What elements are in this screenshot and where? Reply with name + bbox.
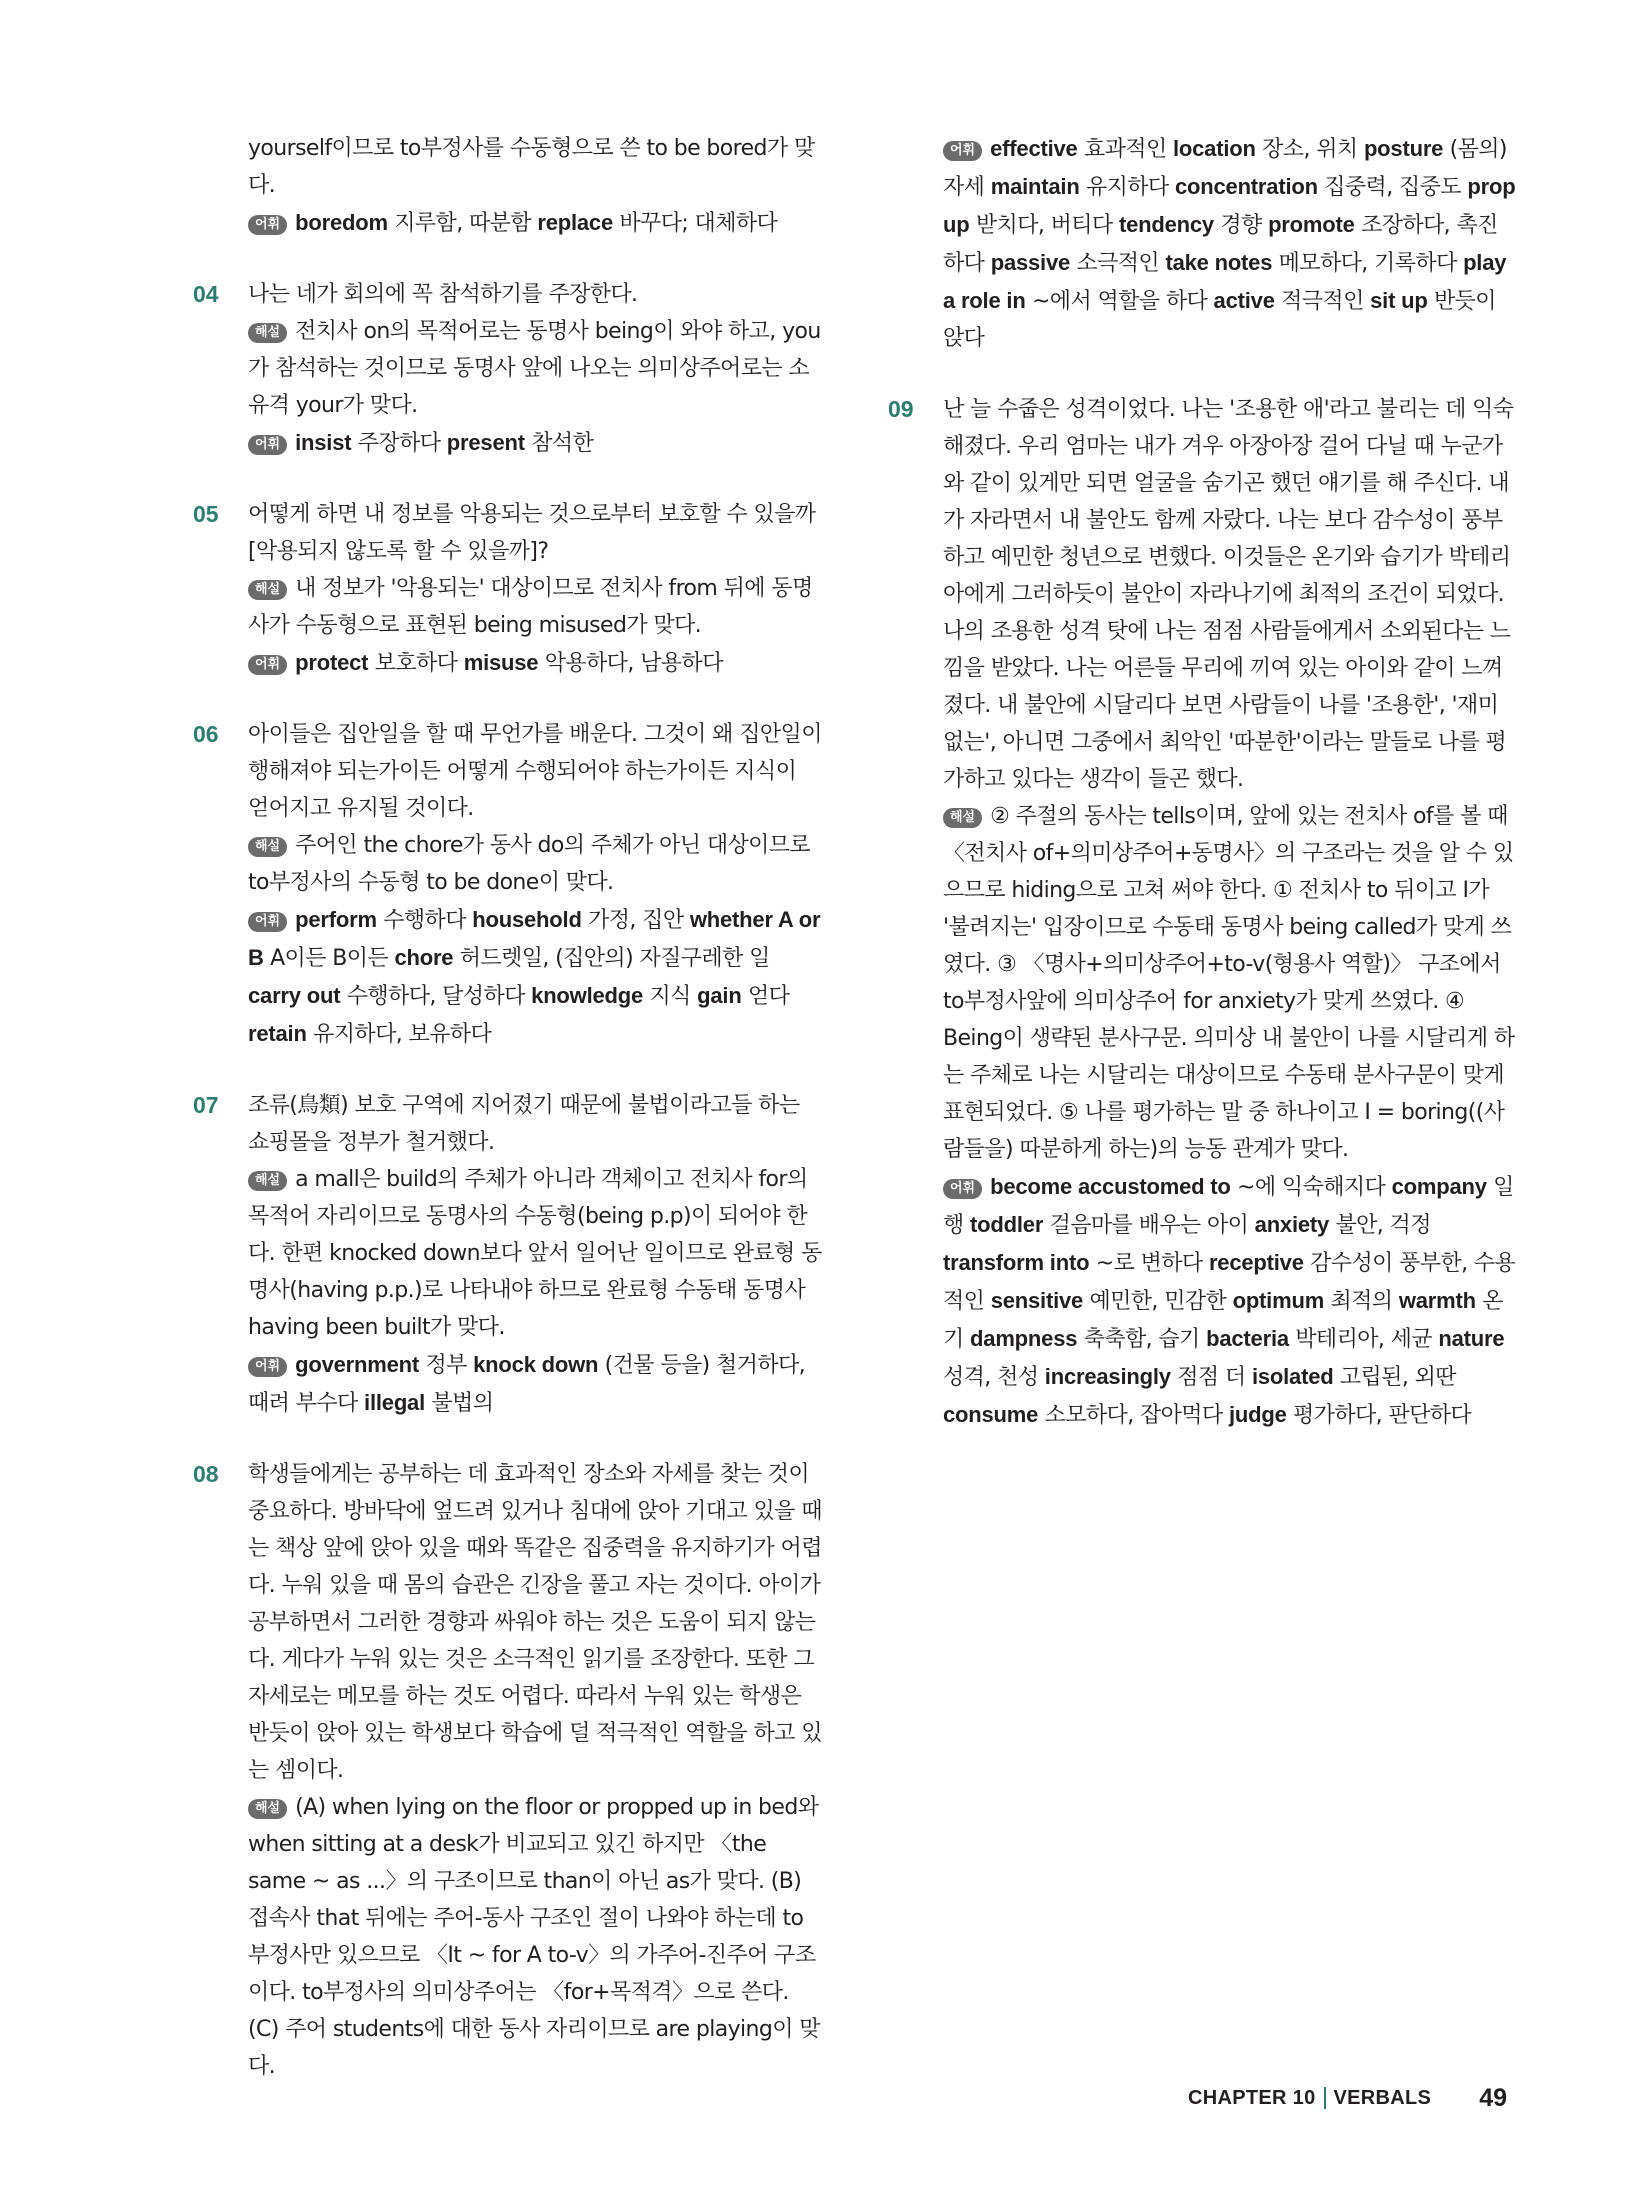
vocab-badge: 어휘 — [943, 141, 982, 161]
vocab-term: receptive — [1208, 1250, 1304, 1275]
entry-08 — [193, 1456, 823, 2085]
question-number: 07 — [193, 1092, 219, 1118]
question-number: 09 — [888, 396, 914, 422]
vocab-definition: 박테리아, 세균 — [1288, 1327, 1439, 1352]
vocab-badge: 어휘 — [943, 1179, 982, 1199]
vocab-line — [248, 204, 823, 242]
vocab-line — [248, 424, 823, 462]
vocab-definition: 얻다 — [741, 984, 790, 1009]
vocab-definition: 최적의 — [1324, 1289, 1399, 1314]
translation-text: 조류(鳥類) 보호 구역에 지어졌기 때문에 불법이라고들 하는 쇼핑몰을 정부가 철거했다. — [248, 1093, 800, 1155]
vocab-term: passive — [990, 250, 1071, 275]
vocab-term: consume — [943, 1402, 1039, 1427]
vocab-definition: 반듯이 앉다 — [943, 289, 1496, 351]
vocab-definition: ~에 익숙해지다 — [1230, 1175, 1392, 1200]
vocab-badge: 어휘 — [248, 215, 287, 235]
vocab-term: effective — [990, 136, 1078, 161]
vocab-term: retain — [248, 1021, 307, 1046]
translation-text: 학생들에게는 공부하는 데 효과적인 장소와 자세를 찾는 것이 중요하다. 방바닥에 엎드려 있거나 침대에 앉아 기대고 있을 때는 책상 앞에 앉아 있을 때와 똑같은 집중력을 유지하기가 어렵다. 누워 있을 때 몸의 습관은 긴장을 풀고 자는 것이다. 아이가 공부하면서 그러한 경향과 싸워야 하는 것은 도움이 되지 않는다. 게다가 누워 있는 것은 소극적인 읽기를 조장한다. 또한 그 자세로는 메모를 하는 것도 어렵다. 따라서 누워 있는 학생은 반듯이 앉아 있는 학생보다 학습에 덜 적극적인 역할을 하고 있는 셈이다. — [248, 1462, 822, 1783]
vocab-definition: 경향 — [1213, 213, 1269, 238]
vocab-term: replace — [537, 210, 613, 235]
vocab-term: gain — [697, 983, 742, 1008]
vocab-definition: 수행하다, 달성하다 — [340, 984, 532, 1009]
vocab-definition: 집중력, 집중도 — [1317, 175, 1468, 200]
entry-08-vocab — [888, 130, 1518, 357]
explain-badge: 해설 — [248, 580, 287, 600]
vocab-definition: (건물 등을) 철거하다, 때려 부수다 — [248, 1353, 806, 1416]
vocab-definition: 장소, 위치 — [1255, 137, 1364, 162]
vocab-line — [943, 1168, 1518, 1434]
vocab-badge: 어휘 — [248, 1357, 287, 1377]
vocab-term: concentration — [1174, 174, 1318, 199]
translation-text: 난 늘 수줍은 성격이었다. 나는 '조용한 애'라고 불리는 데 익숙해졌다. 우리 엄마는 내가 겨우 아장아장 걸어 다닐 때 누군가와 같이 있게만 되면 얼굴을 숨기곤 했던 얘기를 해 주신다. 내가 자라면서 내 불안도 함께 자랐다. 나는 보다 감수성이 풍부하고 예민한 청년으로 변했다. 이것들은 온기와 습기가 박테리아에게 그러하듯이 불안이 자라나기에 최적의 조건이 되었다. 나의 조용한 성격 탓에 나는 점점 사람들에게서 소외된다는 느낌을 받았다. 나는 어른들 무리에 끼여 있는 아이와 같이 느껴졌다. 내 불안에 시달리다 보면 사람들이 나를 '조용한', '재미없는', 아니면 그중에서 최악인 '따분한'이라는 말들로 나를 평가하고 있다는 생각이 들곤 했다. — [943, 397, 1514, 792]
vocab-definition: 불안, 걱정 — [1329, 1213, 1431, 1238]
vocab-definition: 유지하다 — [1079, 175, 1175, 200]
entry-continued — [193, 130, 823, 242]
vocab-term: government — [295, 1352, 420, 1377]
vocab-definition: 보호하다 — [368, 651, 464, 676]
vocab-definition: 적극적인 — [1274, 289, 1371, 314]
explanation-line — [248, 570, 823, 644]
question-number: 06 — [193, 721, 219, 747]
footer-divider — [1324, 2087, 1326, 2109]
vocab-term: whether A or B — [248, 907, 821, 970]
vocab-definition: 지루함, 따분함 — [387, 211, 538, 236]
vocab-definition: 소모하다, 잡아먹다 — [1038, 1403, 1229, 1428]
explanation-line — [248, 1161, 823, 1346]
explain-badge: 해설 — [248, 1799, 287, 1819]
question-number: 05 — [193, 501, 219, 527]
page-footer — [1188, 2082, 1507, 2114]
translation-text: 나는 네가 회의에 꼭 참석하기를 주장한다. — [248, 282, 638, 307]
explanation-text: 전치사 on의 목적어로는 동명사 being이 와야 하고, you가 참석하는 것이므로 동명사 앞에 나오는 의미상주어로는 소유격 your가 맞다. — [248, 319, 821, 418]
vocab-definition: 바꾸다; 대체하다 — [613, 211, 778, 236]
explanation-text: yourself이므로 to부정사를 수동형으로 쓴 to be bored가 맞다. — [248, 136, 815, 198]
vocab-term: take notes — [1165, 250, 1273, 275]
entry-09 — [888, 391, 1518, 1434]
vocab-term: sensitive — [990, 1288, 1084, 1313]
vocab-definition: 주장하다 — [351, 431, 447, 456]
vocab-definition: 참석한 — [524, 431, 594, 456]
vocab-term: household — [472, 907, 582, 932]
entry-07 — [193, 1087, 823, 1422]
vocab-definition: (몸의) 자세 — [943, 137, 1507, 200]
explain-badge: 해설 — [248, 837, 287, 857]
vocab-line — [943, 130, 1518, 357]
vocab-term: bacteria — [1206, 1326, 1289, 1351]
vocab-definition: 예민한, 민감한 — [1083, 1289, 1233, 1314]
vocab-definition: 걸음마를 배우는 아이 — [1043, 1213, 1255, 1238]
entry-04 — [193, 276, 823, 462]
vocab-definition: 수행하다 — [376, 908, 473, 933]
explanation-text: (A) when lying on the floor or propped up in bed와 when sitting at a desk가 비교되고 있긴 하지만 〈the same ~ as ...〉의 구조이므로 than이 아닌 as가 맞다. (B) 접속사 that 뒤에는 주어-동사 구조인 절이 나와야 하는데 to부정사만 있으므로 〈It ~ for A to-v〉의 가주어-진주어 구조이다. to부정사의 의미상주어는 〈for+목적격〉으로 쓴다. (C) 주어 students에 대한 동사 자리이므로 are playing이 맞다. — [248, 1795, 820, 2079]
vocab-term: location — [1173, 136, 1256, 161]
explain-badge: 해설 — [248, 323, 287, 343]
explanation-line — [248, 827, 823, 901]
vocab-definition: 점점 더 — [1170, 1365, 1252, 1390]
vocab-term: protect — [295, 650, 369, 675]
left-column — [193, 130, 823, 2119]
vocab-definition: 정부 — [419, 1353, 474, 1378]
vocab-term: carry out — [248, 983, 341, 1008]
vocab-definition: 소극적인 — [1070, 251, 1166, 276]
explanation-text: 내 정보가 '악용되는' 대상이므로 전치사 from 뒤에 동명사가 수동형으로 표현된 being misused가 맞다. — [248, 576, 813, 638]
question-number: 04 — [193, 281, 219, 307]
vocab-definition: ~에서 역할을 하다 — [1025, 289, 1214, 314]
vocab-badge: 어휘 — [248, 655, 287, 675]
vocab-term: misuse — [463, 650, 539, 675]
vocab-definition: 받치다, 버티다 — [969, 213, 1119, 238]
right-column — [888, 130, 1518, 1468]
vocab-definition: 고립된, 외딴 — [1333, 1365, 1456, 1390]
vocab-term: isolated — [1251, 1364, 1334, 1389]
vocab-term: warmth — [1398, 1288, 1476, 1313]
vocab-term: boredom — [295, 210, 388, 235]
vocab-term: judge — [1228, 1402, 1287, 1427]
vocab-term: dampness — [970, 1326, 1078, 1351]
vocab-term: toddler — [970, 1212, 1044, 1237]
vocab-term: maintain — [990, 174, 1080, 199]
explain-badge: 해설 — [943, 808, 982, 828]
section-label: VERBALS — [1333, 2086, 1432, 2109]
vocab-definition: 축축함, 습기 — [1077, 1327, 1207, 1352]
vocab-definition: 일행 — [943, 1175, 1514, 1238]
vocab-term: illegal — [364, 1390, 426, 1415]
entry-06 — [193, 716, 823, 1053]
vocab-definition: 지식 — [643, 984, 698, 1009]
vocab-term: transform into — [943, 1250, 1090, 1275]
vocab-term: become accustomed to — [990, 1174, 1231, 1199]
explanation-line — [248, 1789, 823, 2085]
vocab-definition: 감수성이 풍부한, 수용적인 — [943, 1251, 1516, 1314]
vocab-definition: 효과적인 — [1077, 137, 1173, 162]
vocab-term: increasingly — [1044, 1364, 1171, 1389]
vocab-definition: A이든 B이든 — [263, 946, 395, 971]
translation-text: 아이들은 집안일을 할 때 무언가를 배운다. 그것이 왜 집안일이 행해져야 되는가이든 어떻게 수행되어야 하는가이든 지식이 얻어지고 유지될 것이다. — [248, 722, 822, 821]
vocab-term: present — [446, 430, 525, 455]
vocab-term: company — [1391, 1174, 1487, 1199]
vocab-line — [248, 1346, 823, 1422]
vocab-definition: 허드렛일, (집안의) 자질구레한 일 — [453, 946, 770, 971]
vocab-definition: 악용하다, 남용하다 — [538, 651, 723, 676]
vocab-definition: 유지하다, 보유하다 — [306, 1022, 492, 1047]
vocab-term: nature — [1438, 1326, 1505, 1351]
vocab-definition: 불법의 — [425, 1391, 494, 1416]
vocab-term: optimum — [1232, 1288, 1325, 1313]
vocab-term: knock down — [473, 1352, 599, 1377]
vocab-term: prop up — [943, 174, 1516, 237]
explanation-text: 주어인 the chore가 동사 do의 주체가 아닌 대상이므로 to부정사의 수동형 to be done이 맞다. — [248, 833, 811, 895]
vocab-line — [248, 901, 823, 1053]
vocab-term: knowledge — [531, 983, 644, 1008]
vocab-term: tendency — [1118, 212, 1214, 237]
vocab-badge: 어휘 — [248, 435, 287, 455]
vocab-definition: 온기 — [943, 1289, 1503, 1352]
vocab-definition: ~로 변하다 — [1089, 1251, 1209, 1276]
page-number: 49 — [1479, 2083, 1507, 2112]
vocab-definition: 조장하다, 촉진하다 — [943, 213, 1498, 276]
vocab-term: play a role in — [943, 250, 1507, 313]
vocab-definition: 가정, 집안 — [581, 908, 690, 933]
vocab-definition: 평가하다, 판단하다 — [1286, 1403, 1472, 1428]
explanation-line — [943, 798, 1518, 1168]
vocab-definition: 메모하다, 기록하다 — [1272, 251, 1464, 276]
vocab-term: promote — [1268, 212, 1355, 237]
chapter-label: CHAPTER 10 — [1188, 2086, 1316, 2109]
vocab-term: posture — [1363, 136, 1444, 161]
explanation-text: ② 주절의 동사는 tells이며, 앞에 있는 전치사 of를 볼 때 〈전치사 of+의미상주어+동명사〉의 구조라는 것을 알 수 있으므로 hiding으로 고쳐 써야 한다. ① 전치사 to 뒤이고 I가 '불려지는' 입장이므로 수동태 동명사 being called가 맞게 쓰였다. ③ 〈명사+의미상주어+to-v(형용사 역할)〉 구조에서 to부정사앞에 의미상주어 for anxiety가 맞게 쓰였다. ④ Being이 생략된 분사구문. 의미상 내 불안이 나를 시달리게 하는 주체로 나는 시달리는 대상이므로 수동태 분사구문이 맞게 표현되었다. ⑤ 나를 평가하는 말 중 하나이고 I = boring((사람들을) 따분하게 하는)의 능동 관계가 맞다. — [943, 804, 1515, 1162]
explanation-line — [248, 313, 823, 424]
vocab-badge: 어휘 — [248, 912, 287, 932]
explain-badge: 해설 — [248, 1171, 287, 1191]
vocab-definition: 성격, 천성 — [943, 1365, 1045, 1390]
vocab-term: anxiety — [1254, 1212, 1330, 1237]
vocab-line — [248, 644, 823, 682]
vocab-term: perform — [295, 907, 377, 932]
translation-text: 어떻게 하면 내 정보를 악용되는 것으로부터 보호할 수 있을까[악용되지 않도록 할 수 있을까]? — [248, 502, 816, 564]
vocab-term: sit up — [1370, 288, 1428, 313]
vocab-term: insist — [295, 430, 352, 455]
vocab-term: active — [1213, 288, 1275, 313]
question-number: 08 — [193, 1461, 219, 1487]
entry-05 — [193, 496, 823, 682]
explanation-text: a mall은 build의 주체가 아니라 객체이고 전치사 for의 목적어 자리이므로 동명사의 수동형(being p.p)이 되어야 한다. 한편 knocked down보다 앞서 일어난 일이므로 완료형 동명사(having p.p.)로 나타내야 하므로 완료형 수동태 동명사 having been built가 맞다. — [248, 1167, 822, 1340]
vocab-term: chore — [394, 945, 454, 970]
